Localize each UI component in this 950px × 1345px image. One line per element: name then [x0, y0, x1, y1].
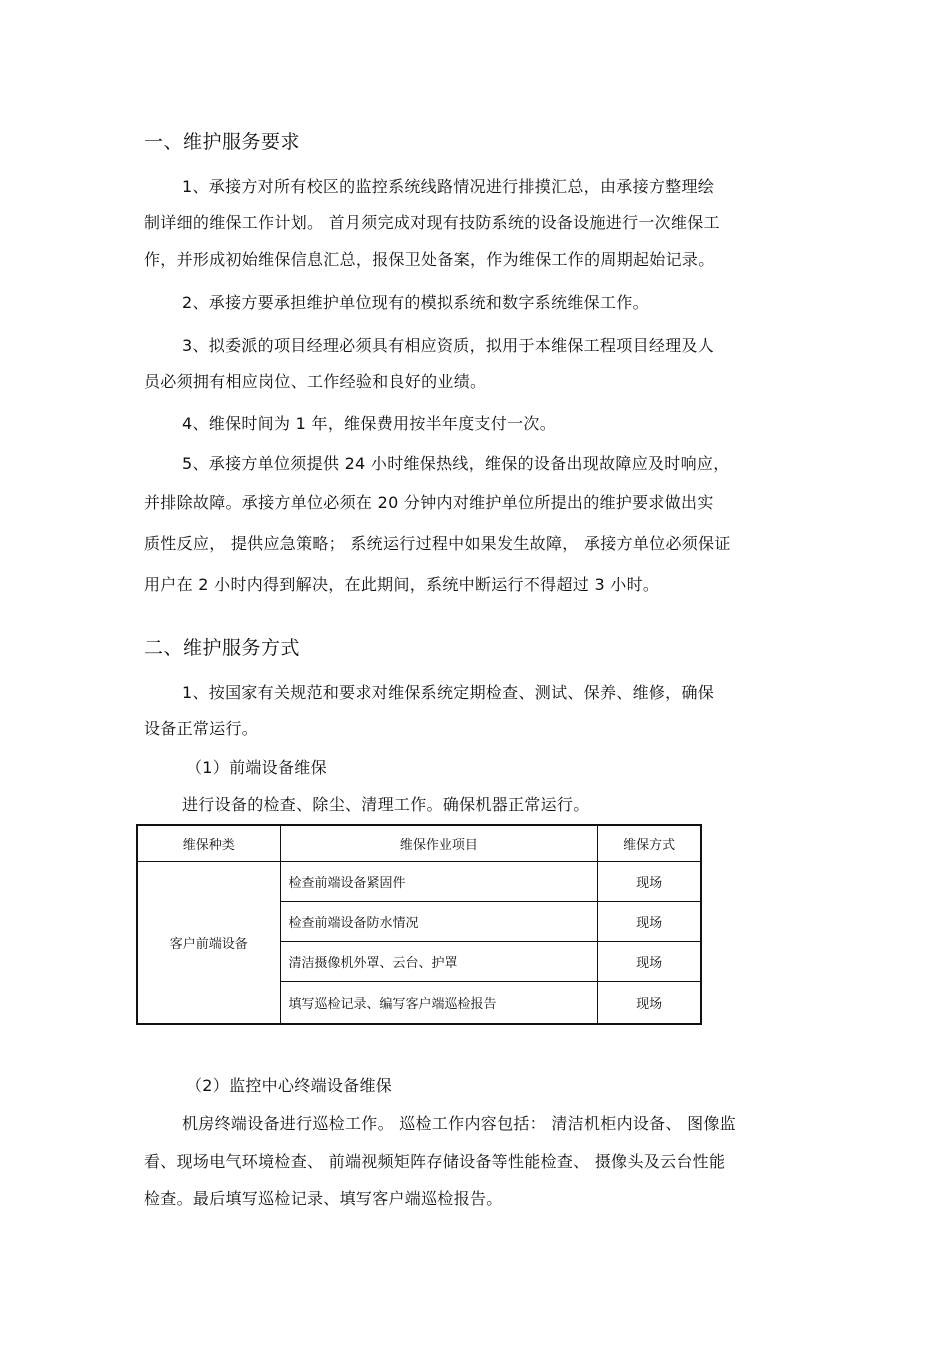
paragraph-line: 3、拟委派的项目经理必须具有相应资质，拟用于本维保工程项目经理及人 [182, 336, 715, 355]
paragraph-line: 员必须拥有相应岗位、工作经验和良好的业绩。 [144, 372, 487, 391]
paragraph-line: 4、维保时间为 1 年，维保费用按半年度支付一次。 [182, 414, 557, 433]
paragraph-line: 1、按国家有关规范和要求对维保系统定期检查、测试、保养、维修，确保 [182, 683, 715, 702]
subheading: （1）前端设备维保 [186, 758, 327, 777]
paragraph-line: 机房终端设备进行巡检工作。 巡检工作内容包括： 清洁机柜内设备、 图像监 [182, 1114, 737, 1133]
table-method-cell: 现场 [598, 981, 701, 1024]
table-header-cell: 维保种类 [137, 825, 280, 861]
table-item-cell: 清洁摄像机外罩、云台、护罩 [280, 941, 598, 981]
maintenance-table [136, 824, 702, 1025]
table-header-row [137, 825, 701, 861]
paragraph-line: 5、承接方单位须提供 24 小时维保热线，维保的设备出现故障应及时响应， [182, 454, 730, 473]
paragraph-line: 检查。最后填写巡检记录、填写客户端巡检报告。 [144, 1189, 503, 1208]
paragraph-line: 2、承接方要承担维护单位现有的模拟系统和数字系统维保工作。 [182, 293, 649, 312]
paragraph-line: 进行设备的检查、除尘、清理工作。确保机器正常运行。 [182, 795, 590, 814]
table-method-cell: 现场 [598, 901, 701, 941]
table-method-cell: 现场 [598, 861, 701, 901]
section2-heading: 二、维护服务方式 [144, 637, 301, 659]
paragraph-line: 并排除故障。承接方单位必须在 20 分钟内对维护单位所提出的维护要求做出实 [144, 493, 714, 512]
table-header-cell: 维保方式 [598, 825, 701, 861]
paragraph-line: 看、现场电气环境检查、 前端视频矩阵存储设备等性能检查、 摄像头及云台性能 [144, 1152, 726, 1171]
table-item-cell: 填写巡检记录、编写客户端巡检报告 [280, 981, 598, 1024]
table-category-cell: 客户前端设备 [137, 861, 280, 1024]
table-row [137, 861, 701, 901]
paragraph-line: 制详细的维保工作计划。 首月须完成对现有技防系统的设备设施进行一次维保工 [144, 213, 720, 232]
paragraph-line: 用户在 2 小时内得到解决，在此期间，系统中断运行不得超过 3 小时。 [144, 575, 660, 594]
paragraph-line: 设备正常运行。 [144, 719, 259, 738]
table-item-cell: 检查前端设备紧固件 [280, 861, 598, 901]
table-method-cell: 现场 [598, 941, 701, 981]
paragraph-line: 质性反应， 提供应急策略； 系统运行过程中如果发生故障， 承接方单位必须保证 [144, 534, 731, 553]
section1-heading: 一、维护服务要求 [144, 131, 301, 153]
table-item-cell: 检查前端设备防水情况 [280, 901, 598, 941]
subheading: （2）监控中心终端设备维保 [186, 1076, 393, 1095]
paragraph-line: 1、承接方对所有校区的监控系统线路情况进行排摸汇总，由承接方整理绘 [182, 177, 715, 196]
table-header-cell: 维保作业项目 [280, 825, 598, 861]
paragraph-line: 作，并形成初始维保信息汇总，报保卫处备案，作为维保工作的周期起始记录。 [144, 250, 715, 269]
